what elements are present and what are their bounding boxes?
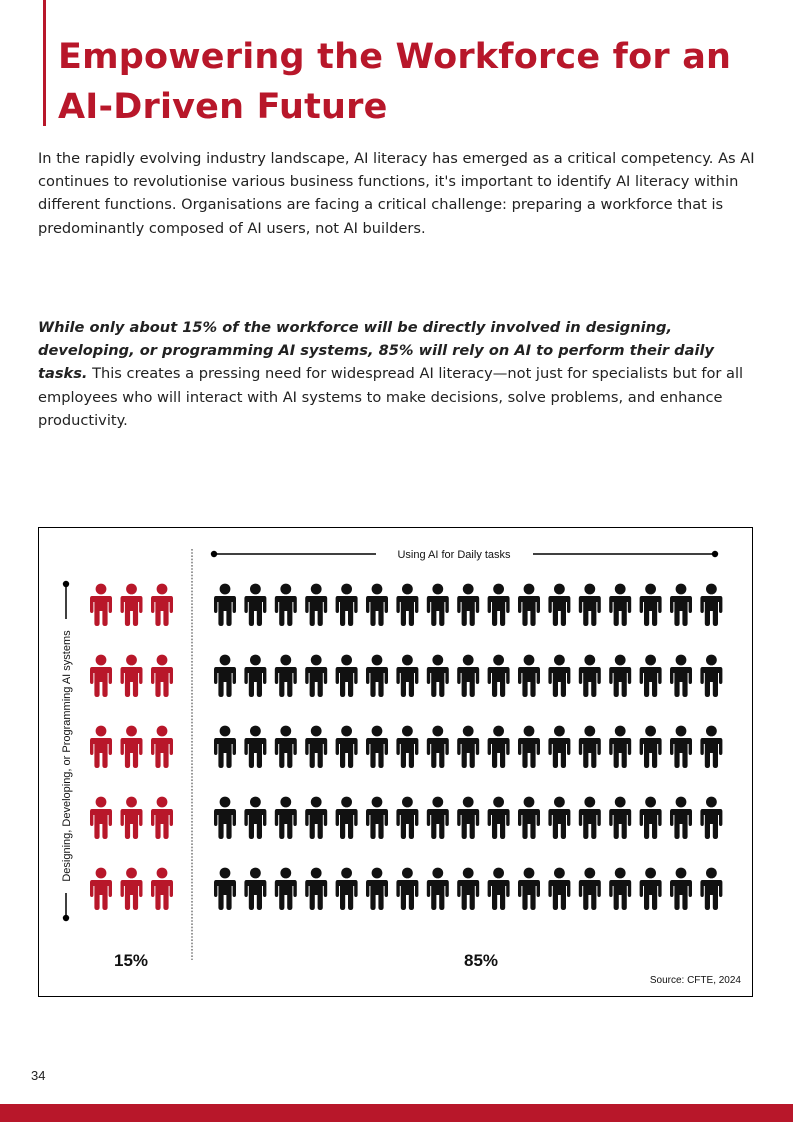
user-person-icon: [488, 726, 510, 768]
user-person-icon: [275, 584, 297, 626]
user-person-icon: [396, 584, 418, 626]
user-person-icon: [305, 655, 327, 697]
user-person-icon: [336, 655, 358, 697]
chart-source: Source: CFTE, 2024: [649, 975, 741, 986]
user-person-icon: [427, 797, 449, 839]
page-title: Empowering the Workforce for an AI-Driven Future: [58, 37, 732, 127]
builder-person-icon: [151, 797, 173, 839]
user-person-icon: [488, 868, 510, 910]
user-person-icon: [396, 868, 418, 910]
user-person-icon: [670, 868, 692, 910]
workforce-pictogram-chart: [38, 527, 753, 997]
user-person-icon: [488, 797, 510, 839]
user-person-icon: [579, 726, 601, 768]
user-person-icon: [518, 655, 540, 697]
user-person-icon: [488, 655, 510, 697]
builder-person-icon: [121, 868, 143, 910]
user-person-icon: [396, 655, 418, 697]
user-person-icon: [609, 868, 631, 910]
user-person-icon: [488, 584, 510, 626]
top-bracket-dot-right: [712, 551, 718, 557]
user-person-icon: [244, 868, 266, 910]
user-person-icon: [670, 797, 692, 839]
builder-person-icon: [151, 726, 173, 768]
user-person-icon: [427, 868, 449, 910]
user-person-icon: [518, 868, 540, 910]
user-person-icon: [275, 868, 297, 910]
pictogram-icons: [90, 584, 722, 910]
user-person-icon: [548, 584, 570, 626]
user-person-icon: [366, 655, 388, 697]
builder-person-icon: [90, 584, 112, 626]
intro-paragraph: In the rapidly evolving industry landscape, AI literacy has emerged as a critical competency. As AI continues to revolutionise various business functions, it's important to identify AI literacy within different functions. Organisations are facing a critical challenge: preparing a workforce that is predominantly composed of AI users, not AI builders.: [38, 150, 755, 237]
user-person-icon: [396, 726, 418, 768]
user-person-icon: [305, 797, 327, 839]
user-person-icon: [700, 726, 722, 768]
user-person-icon: [336, 797, 358, 839]
builder-person-icon: [90, 726, 112, 768]
user-person-icon: [275, 655, 297, 697]
side-bracket-dot-top: [63, 581, 69, 587]
user-person-icon: [214, 726, 236, 768]
user-person-icon: [336, 584, 358, 626]
user-person-icon: [396, 797, 418, 839]
user-person-icon: [457, 797, 479, 839]
user-person-icon: [275, 797, 297, 839]
page-number: 34: [31, 1068, 46, 1083]
user-person-icon: [214, 868, 236, 910]
user-person-icon: [640, 868, 662, 910]
user-person-icon: [275, 726, 297, 768]
user-person-icon: [305, 726, 327, 768]
users-percent: 85%: [463, 951, 499, 970]
user-person-icon: [700, 655, 722, 697]
user-person-icon: [518, 584, 540, 626]
user-person-icon: [244, 797, 266, 839]
user-person-icon: [305, 584, 327, 626]
emphasis-paragraph: [38, 316, 758, 432]
top-bracket-dot-left: [211, 551, 217, 557]
user-person-icon: [427, 655, 449, 697]
user-person-icon: [366, 868, 388, 910]
emphasis-text: While only about 15% of the workforce will be directly involved in designing, developing, or programming AI systems, 85% will rely on AI to perform their daily tasks.: [38, 319, 714, 383]
builder-person-icon: [151, 655, 173, 697]
user-person-icon: [214, 797, 236, 839]
user-person-icon: [548, 726, 570, 768]
user-person-icon: [609, 726, 631, 768]
user-person-icon: [548, 655, 570, 697]
user-person-icon: [670, 655, 692, 697]
builder-person-icon: [151, 868, 173, 910]
side-bracket-dot-bottom: [63, 915, 69, 921]
user-person-icon: [640, 584, 662, 626]
builder-person-icon: [121, 797, 143, 839]
user-person-icon: [427, 726, 449, 768]
user-person-icon: [305, 868, 327, 910]
user-person-icon: [214, 584, 236, 626]
builder-person-icon: [90, 655, 112, 697]
user-person-icon: [548, 868, 570, 910]
user-person-icon: [609, 584, 631, 626]
user-person-icon: [336, 726, 358, 768]
user-person-icon: [457, 584, 479, 626]
user-person-icon: [640, 726, 662, 768]
user-person-icon: [518, 726, 540, 768]
user-person-icon: [579, 584, 601, 626]
user-person-icon: [700, 797, 722, 839]
user-person-icon: [700, 868, 722, 910]
user-person-icon: [700, 584, 722, 626]
user-person-icon: [670, 584, 692, 626]
user-person-icon: [336, 868, 358, 910]
builders-label: Designing, Developing, or Programming AI systems: [61, 630, 73, 882]
builder-person-icon: [90, 868, 112, 910]
pictogram-svg: [39, 528, 754, 998]
daily-tasks-label: Using AI for Daily tasks: [397, 549, 511, 561]
user-person-icon: [640, 797, 662, 839]
user-person-icon: [579, 868, 601, 910]
user-person-icon: [366, 726, 388, 768]
user-person-icon: [244, 726, 266, 768]
builder-person-icon: [121, 584, 143, 626]
user-person-icon: [670, 726, 692, 768]
builder-person-icon: [151, 584, 173, 626]
user-person-icon: [579, 797, 601, 839]
user-person-icon: [244, 584, 266, 626]
user-person-icon: [457, 868, 479, 910]
user-person-icon: [518, 797, 540, 839]
user-person-icon: [640, 655, 662, 697]
builder-person-icon: [121, 655, 143, 697]
user-person-icon: [427, 584, 449, 626]
user-person-icon: [548, 797, 570, 839]
user-person-icon: [609, 655, 631, 697]
user-person-icon: [457, 726, 479, 768]
user-person-icon: [457, 655, 479, 697]
emphasis-follow-text: This creates a pressing need for widespread AI literacy—not just for specialists but for all employees who will interact with AI systems to make decisions, solve problems, and enhance productivity.: [38, 365, 744, 429]
title-accent-bar: [43, 0, 46, 126]
user-person-icon: [366, 584, 388, 626]
user-person-icon: [609, 797, 631, 839]
user-person-icon: [579, 655, 601, 697]
footer-band: [0, 1104, 793, 1122]
builder-person-icon: [90, 797, 112, 839]
user-person-icon: [214, 655, 236, 697]
user-person-icon: [244, 655, 266, 697]
builder-person-icon: [121, 726, 143, 768]
user-person-icon: [366, 797, 388, 839]
builders-percent: 15%: [113, 951, 149, 970]
